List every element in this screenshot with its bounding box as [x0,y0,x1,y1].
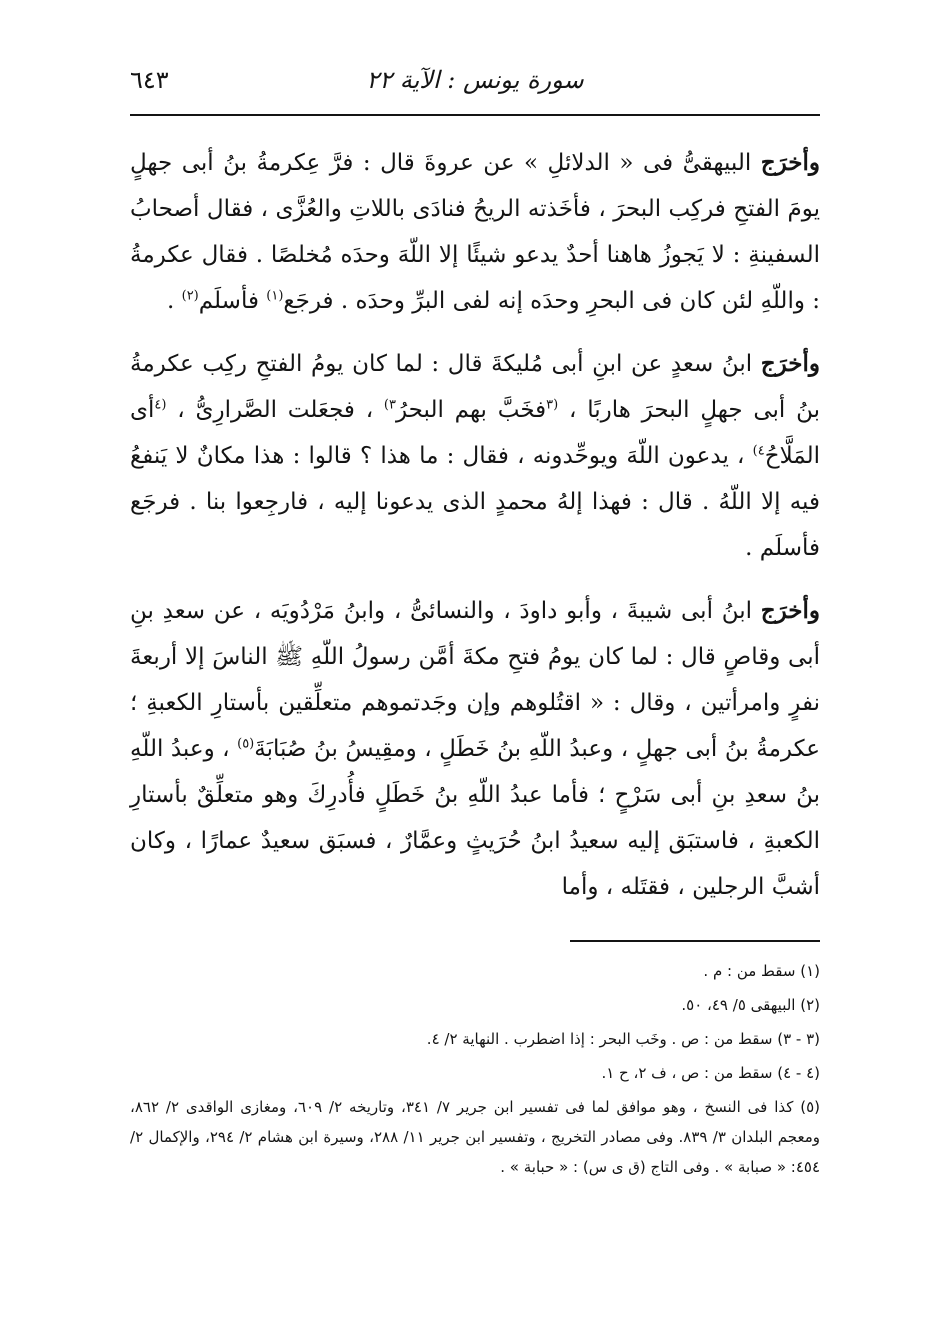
paragraph-text: . [166,288,182,314]
footnote-reference: (٥) [237,736,255,752]
paragraph-lead-word: وأخرَج [760,350,820,377]
paragraph [130,140,820,324]
footnote-separator [570,940,820,942]
page-header [130,60,820,108]
paragraph-text: البيهقىُّ فى « الدلائلِ » عن عروةَ قال : فرَّ عِكرمةُ بنُ أبى جهلٍ يومَ الفتحِ فركِب البحرَ ، فأخَذته الريحُ فنادَى باللاتِ والعُزَّى ، فقال أصحابُ السفينةِ : لا يَجوزُ هاهنا أحدٌ يدعو شيئًا إلا اللّهَ وحدَه مُخلصًا . فقال عكرمةُ : واللّهِ لئن كان فى البحرِ وحدَه إنه لفى البرِّ وحدَه . فرجَع [130,150,820,314]
footnote-reference: (١) [266,288,284,304]
footnote: (١) سقط من : م . [703,962,820,980]
footnote: (٥) كذا فى النسخ ، وهو موافق لما فى تفسير ابن جرير ٧/ ٣٤١، وتاريخه ٢/ ٦٠٩، ومغازى الواقدى ٢/ ٨٦٢، ومعجم البلدان ٣/ ٨٣٩. وفى مصادر التخريج ، وتفسير ابن جرير ١١/ ٢٨٨، وسيرة ابن هشام ٢/ ٢٩٤، والإكمال ٢/ ٤٥٤: « صبابة » . وفى التاج (ق ى س) : « حبابة » . [130,1098,821,1176]
paragraph-text: أى المَلَّاحُ [130,397,820,469]
paragraph [130,341,820,571]
paragraph-text: ، يدعون اللّهَ ويوحِّدونه ، فقال : ما هذا ؟ قالوا : هذا مكانٌ لا يَنفعُ فيه إلا اللّهُ . قال : فهذا إلهُ محمدٍ الذى يدعونا إليه ، فارجِعوا بنا . فرجَع فأسلَم . [130,443,820,561]
footnote-reference: ٤) [752,443,765,459]
footnote-reference: (٤ [154,397,167,413]
footnote: (٣ - ٣) سقط من : ص . وخَب البحر : إذا اضطرب . النهاية ٢/ ٤. [426,1030,820,1048]
paragraph-text: ، فجعَلت الصَّرارِىُّ ، [166,397,384,423]
page-title: سورة يونس : الآية ٢٢ [366,66,584,94]
main-text [130,140,820,927]
footnote-reference: ٣) [383,397,396,413]
footnote: (٢) البيهقى ٥/ ٤٩، ٥٠. [681,996,820,1014]
paragraph-text: ابنُ أبى شيبةَ ، وأبو داودَ ، والنسائىُّ ، وابنُ مَرْدُويَه ، عن سعدِ بنِ أبى وقاصٍ قال : لما كان يومُ فتحِ مكةَ أمَّن رسولُ اللّهِ ﷺ الناسَ إلا أربعةَ نفرٍ وامرأتين ، وقال : « اقتُلوهم وإن وجَدتموهم متعلِّقين بأستارِ الكعبةِ ؛ عكرمةُ بنُ أبى جهلٍ ، وعبدُ اللّهِ بنُ خَطَلٍ ، ومقِيسُ بنُ صُبَابَةَ [130,598,820,762]
paragraph-lead-word: وأخرَج [760,149,820,176]
footnotes [130,956,820,1186]
page-number: ٦٤٣ [130,66,169,94]
footnote: (٤ - ٤) سقط من : ص ، ف ٢، ح ١. [601,1064,820,1082]
paragraph-text: ، وعبدُ اللّهِ بنُ سعدِ بنِ أبى سَرْحٍ ؛ فأما عبدُ اللّهِ بنُ خَطَلٍ فأُدرِكَ وهو متعلِّقٌ بأستارِ الكعبةِ ، فاستبَق إليه سعيدُ ابنُ حُرَيثٍ وعمَّارٌ ، فسبَق سعيدٌ عمارًا ، وكان أشبَّ الرجلين ، فقتَله ، وأما [130,736,820,900]
paragraph-text: فأسلَم [198,288,267,314]
header-rule [130,114,820,116]
footnote-reference: (٣ [546,397,559,413]
footnote-reference: (٢) [181,288,199,304]
paragraph-text: ابنُ سعدٍ عن ابنِ أبى مُليكةَ قال : لما كان يومُ الفتحِ ركِب عكرمةُ بنُ أبى جهلٍ البحرَ هاربًا ، [130,351,821,423]
paragraph-text: فخَبَّ بهم البحرُ [395,397,547,423]
paragraph-lead-word: وأخرَج [760,597,820,624]
paragraph [130,588,820,910]
